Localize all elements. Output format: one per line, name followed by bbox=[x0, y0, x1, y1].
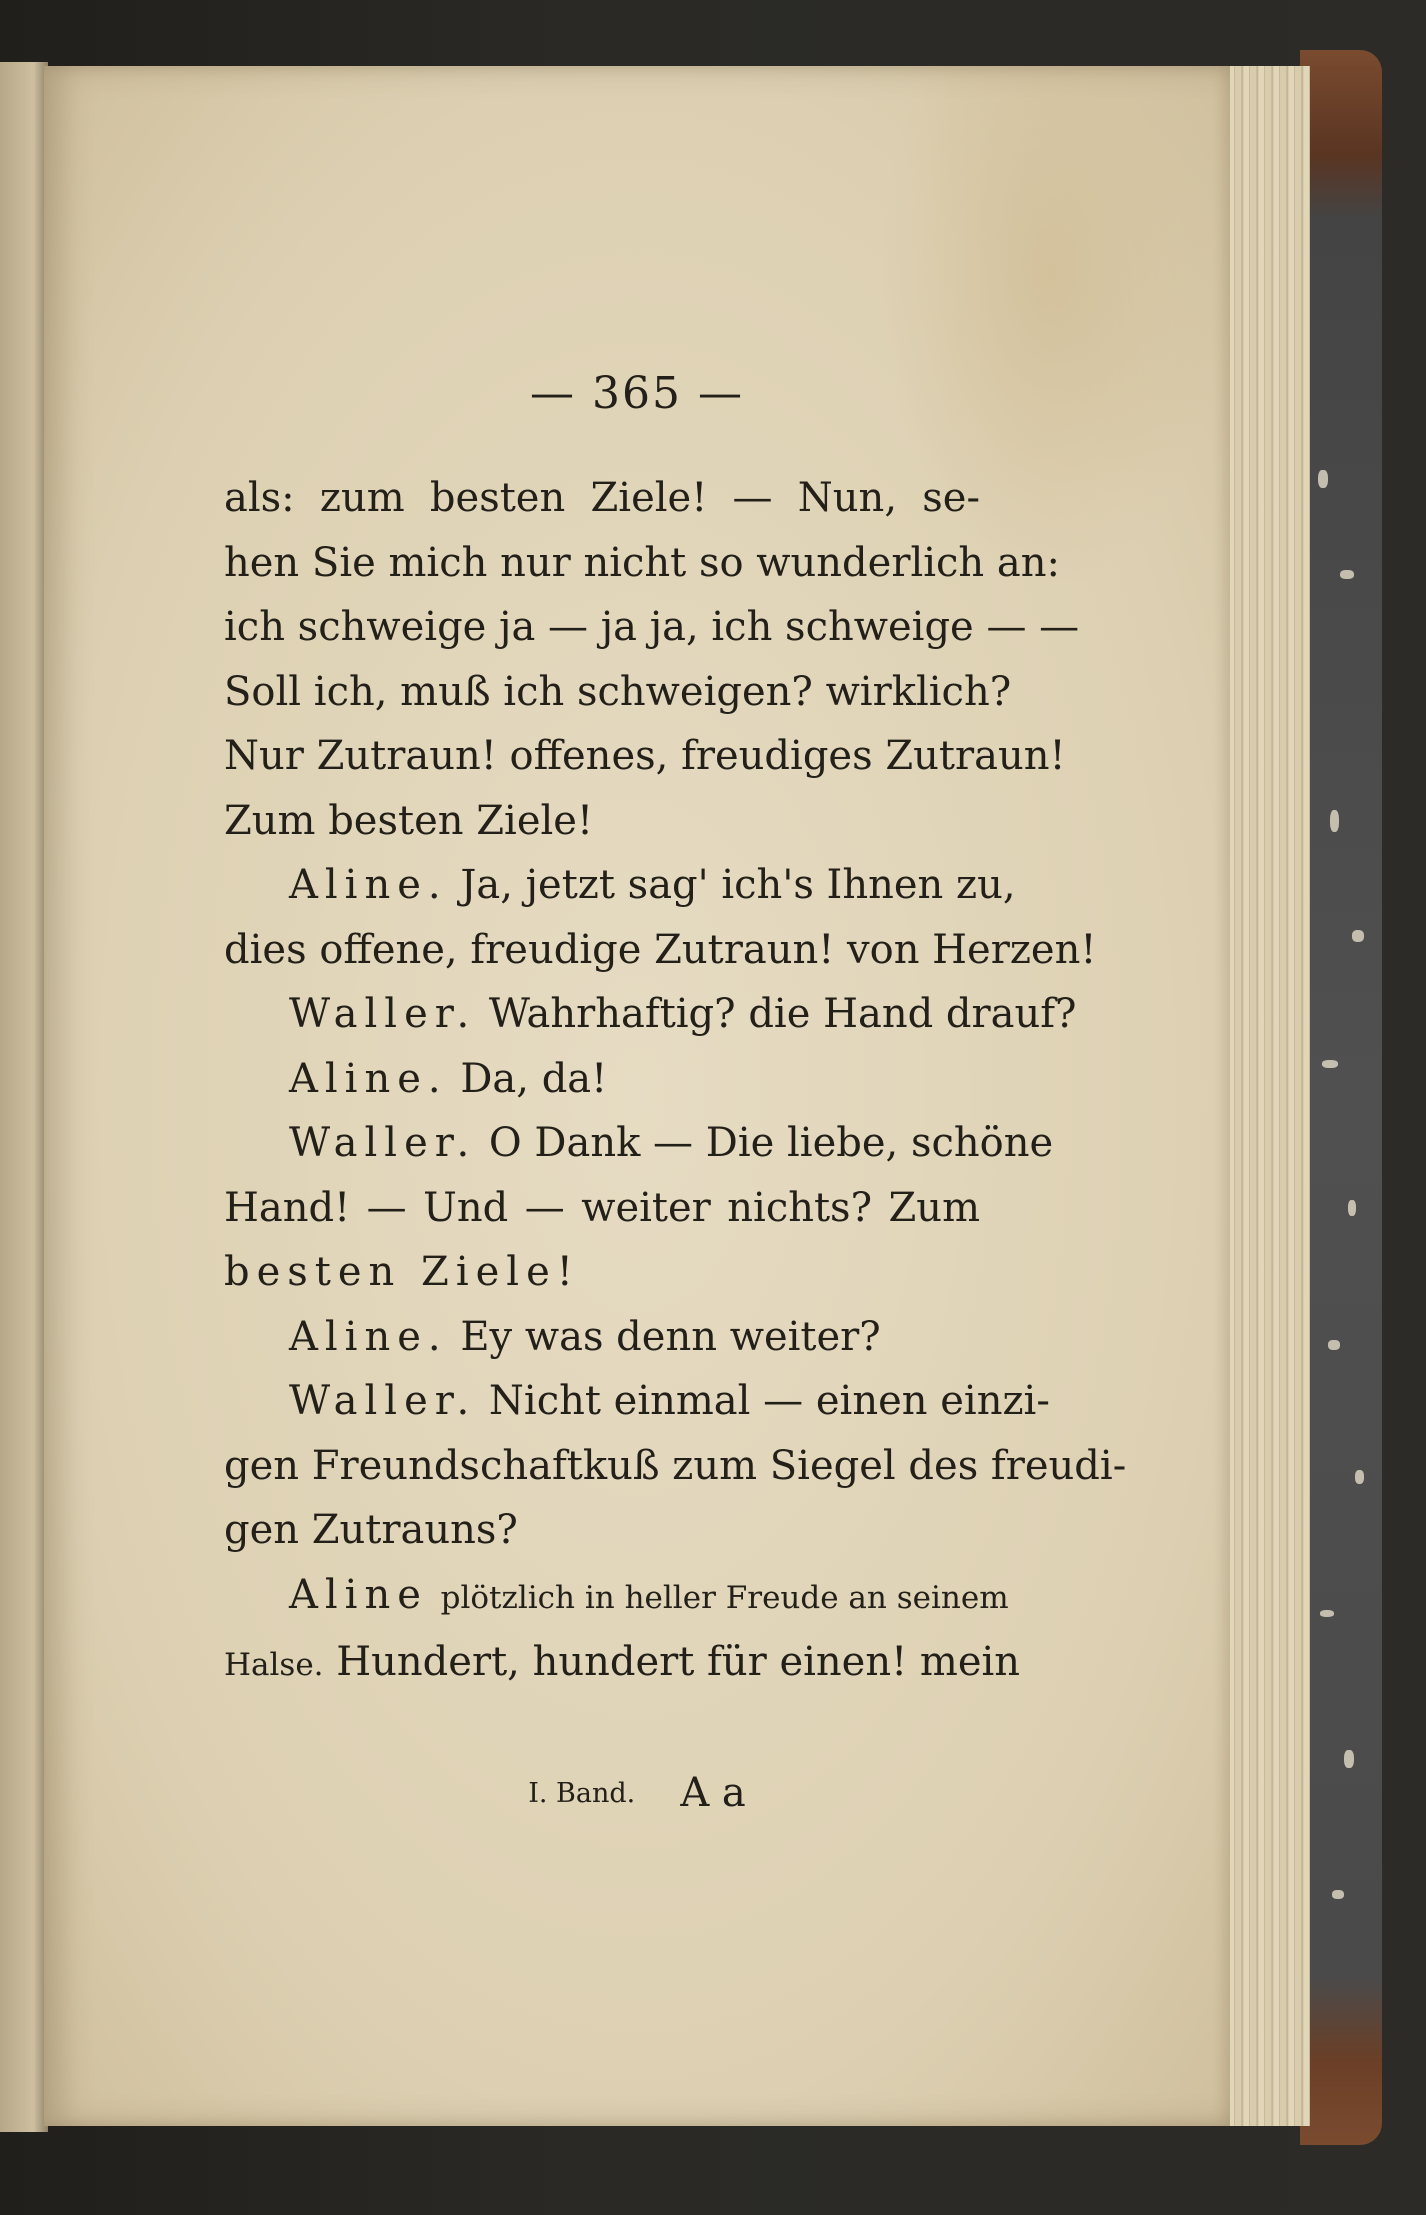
text-line: Nur Zutraun! offenes, freudiges Zutraun! bbox=[224, 733, 1066, 779]
text-line: Zum besten Ziele! bbox=[224, 797, 594, 844]
dialogue-line bbox=[224, 1305, 980, 1370]
speech-text: Ja, jetzt sag' ich's Ihnen zu, bbox=[460, 862, 1016, 908]
speech-text: O Dank — Die liebe, schöne bbox=[488, 1120, 1054, 1166]
speaker-name: Aline. bbox=[289, 1055, 448, 1102]
speech-text: Da, da! bbox=[460, 1055, 608, 1102]
speaker-name: Aline bbox=[289, 1571, 428, 1618]
speaker-name: Aline. bbox=[289, 1313, 448, 1360]
page-edges bbox=[1220, 66, 1310, 2126]
speaker-name: Waller. bbox=[289, 991, 477, 1037]
speaker-name: Waller. bbox=[289, 1378, 477, 1424]
signature-mark: A a bbox=[680, 1770, 746, 1816]
dialogue-line bbox=[224, 1563, 1009, 1631]
dialogue-line bbox=[224, 1047, 980, 1112]
dialogue-line: gen Freundschaftkuß zum Siegel des freudi- bbox=[224, 1442, 1127, 1489]
dialogue-line: Hand! — Und — weiter nichts? Zum bbox=[224, 1184, 980, 1231]
facing-page-edge bbox=[0, 62, 48, 2132]
text-line: als: zum besten Ziele! — Nun, se- bbox=[224, 475, 980, 521]
speech-text: Nicht einmal — einen einzi- bbox=[488, 1378, 1050, 1424]
dialogue-line bbox=[224, 1630, 1021, 1698]
page-footer bbox=[44, 1770, 1230, 1816]
dialogue-line bbox=[224, 853, 1016, 918]
dialogue-line bbox=[224, 982, 1077, 1047]
volume-label: I. Band. bbox=[528, 1777, 636, 1809]
dialogue-line bbox=[224, 1369, 1050, 1434]
speech-text: Hundert, hundert für einen! mein bbox=[336, 1639, 1021, 1685]
book-board bbox=[1300, 50, 1382, 2145]
speaker-name: Waller. bbox=[289, 1120, 477, 1166]
text-line: Soll ich, muß ich schweigen? wirklich? bbox=[224, 668, 1012, 715]
dialogue-line: gen Zutrauns? bbox=[224, 1507, 518, 1553]
speaker-name: Aline. bbox=[289, 862, 448, 908]
speech-text: Wahrhaftig? die Hand drauf? bbox=[488, 991, 1077, 1037]
speech-text: Ey was denn weiter? bbox=[460, 1313, 881, 1360]
text-line: ich schweige ja — ja ja, ich schweige — — bbox=[224, 604, 1080, 650]
page-text bbox=[224, 466, 1127, 1698]
stage-direction: plötzlich in heller Freude an seinem bbox=[440, 1579, 1009, 1616]
stage-direction: Halse. bbox=[224, 1647, 324, 1683]
dialogue-line: dies offene, freudige Zutraun! von Herzen! bbox=[224, 926, 1097, 973]
dialogue-line bbox=[224, 1111, 1054, 1176]
text-line: hen Sie mich nur nicht so wunderlich an: bbox=[224, 539, 1060, 586]
dialogue-line: besten Ziele! bbox=[224, 1249, 580, 1295]
page-number: — 365 — bbox=[530, 368, 744, 419]
book-page bbox=[44, 66, 1230, 2126]
